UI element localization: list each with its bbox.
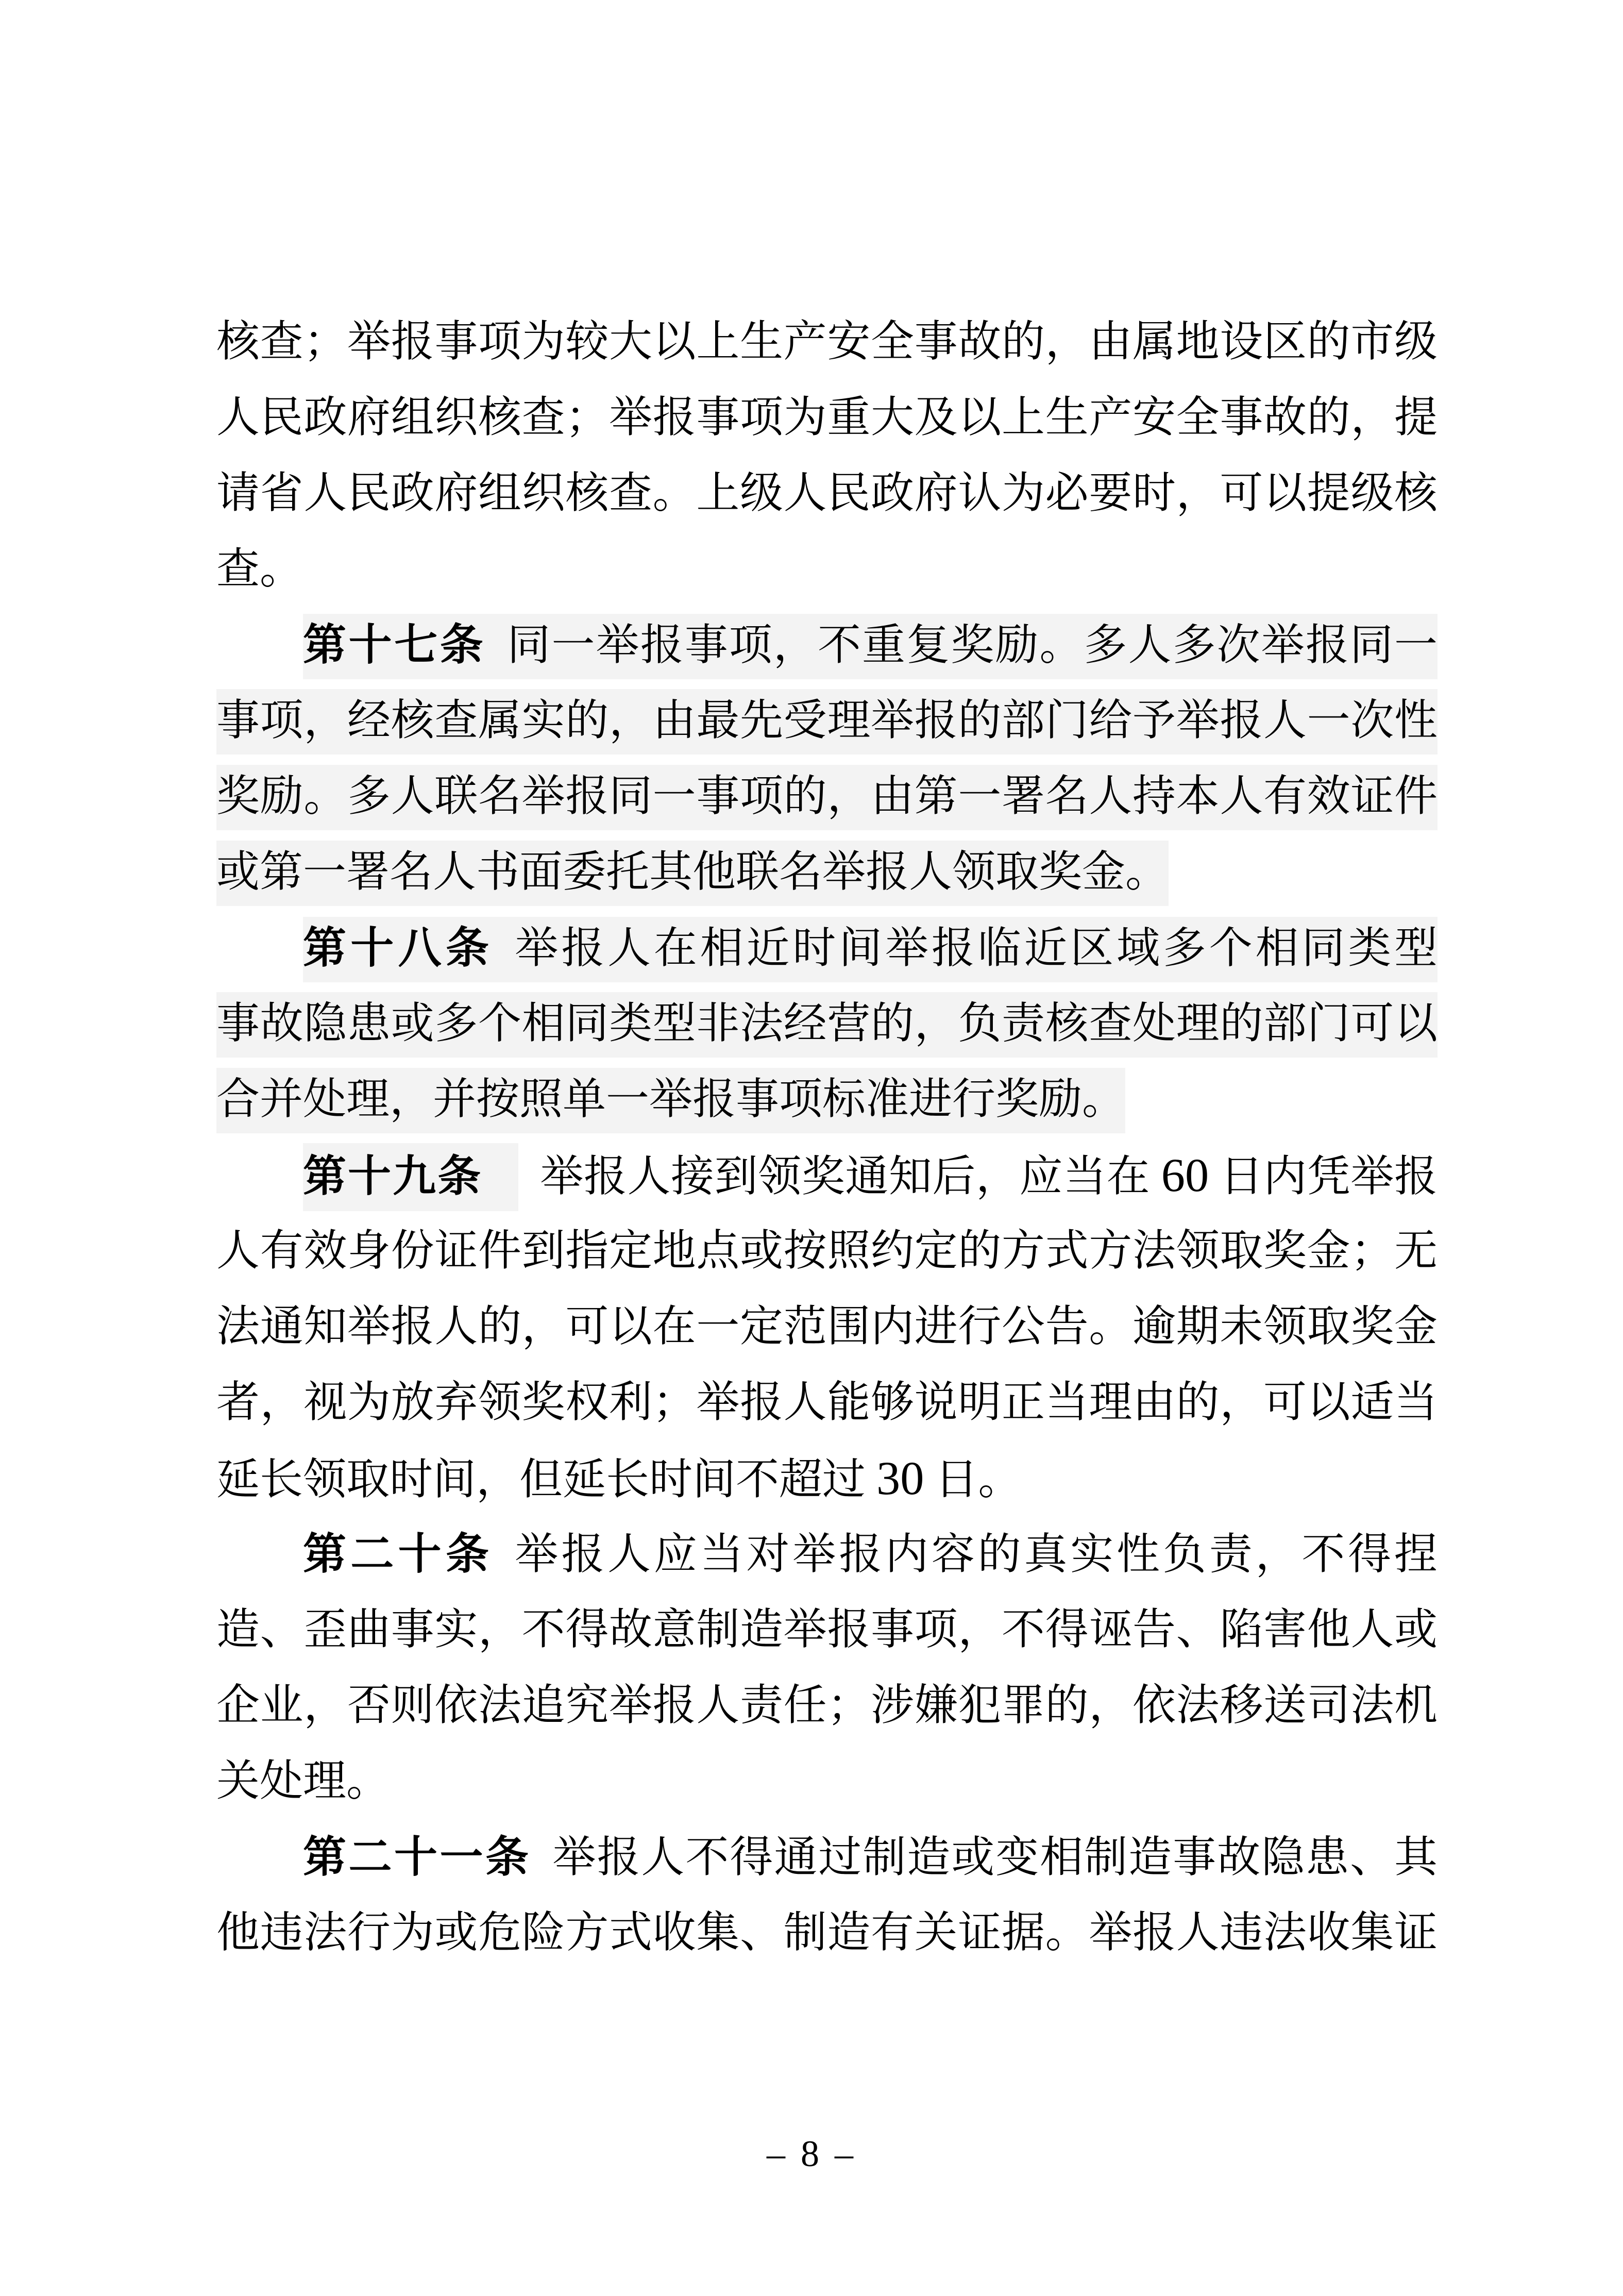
text-line xyxy=(216,1137,1438,1213)
line-content xyxy=(216,1909,1438,1957)
article-number-heading: 第十七条 xyxy=(303,619,486,670)
line-content xyxy=(216,1682,1438,1730)
line-highlight-band xyxy=(303,1149,1438,1201)
text-line xyxy=(216,834,1438,910)
article-number-heading: 第十九条 xyxy=(303,1143,518,1211)
numeral: 60 xyxy=(1161,1149,1209,1201)
line-text: 法通知举报人的，可以在一定范围内进行公告。逾期未领取奖金 xyxy=(216,1303,1438,1351)
article-number-heading: 第十八条 xyxy=(303,923,494,973)
text-line xyxy=(216,1365,1438,1440)
line-content xyxy=(216,1227,1438,1275)
line-text: 查。 xyxy=(216,545,303,593)
line-content xyxy=(303,1834,1438,1882)
text-line xyxy=(216,1213,1438,1289)
line-text: 人有效身份证件到指定地点或按照约定的方式方法领取奖金；无 xyxy=(216,1227,1438,1275)
line-text: 或第一署名人书面委托其他联名举报人领取奖金。 xyxy=(216,848,1169,896)
article-number-heading: 第二十一条 xyxy=(303,1832,531,1882)
line-highlight-band xyxy=(216,765,1438,830)
line-text: 事故隐患或多个相同类型非法经营的，负责核查处理的部门可以 xyxy=(216,1000,1438,1048)
line-text: 请省人民政府组织核查。上级人民政府认为必要时，可以提级核 xyxy=(216,470,1438,517)
text-block xyxy=(216,304,1438,1971)
line-content xyxy=(216,1303,1438,1351)
text-line xyxy=(216,1819,1438,1895)
line-highlight-band xyxy=(216,841,1169,906)
text-line xyxy=(216,759,1438,834)
text-line xyxy=(216,910,1438,986)
text-line xyxy=(216,1668,1438,1744)
page-number: – 8 – xyxy=(767,2133,856,2174)
line-text: 核查；举报事项为较大以上生产安全事故的，由属地设区的市级 xyxy=(216,318,1438,366)
text-line xyxy=(216,1289,1438,1365)
text-line xyxy=(216,683,1438,759)
text-line xyxy=(216,1744,1438,1819)
line-text: 举报人不得通过制造或变相制造事故隐患、其 xyxy=(552,1834,1438,1882)
line-text: 人民政府组织核查；举报事项为重大及以上生产安全事故的，提 xyxy=(216,394,1438,442)
line-text: 同一举报事项，不重复奖励。多人多次举报同一 xyxy=(507,622,1438,669)
line-text: 造、歪曲事实，不得故意制造举报事项，不得诬告、陷害他人或 xyxy=(216,1606,1438,1654)
text-line xyxy=(216,986,1438,1062)
article-number-heading: 第二十条 xyxy=(303,1529,494,1579)
line-text: 关处理。 xyxy=(216,1757,390,1805)
numeral: 30 xyxy=(876,1452,924,1504)
line-content xyxy=(303,1531,1438,1579)
text-line xyxy=(216,1062,1438,1137)
line-content xyxy=(216,1606,1438,1654)
line-highlight-band xyxy=(216,689,1438,755)
line-content xyxy=(216,1452,1022,1504)
text-line xyxy=(216,531,1438,607)
text-line xyxy=(216,456,1438,531)
line-text: 企业，否则依法追究举报人责任；涉嫌犯罪的，依法移送司法机 xyxy=(216,1682,1438,1730)
text-line xyxy=(216,1516,1438,1592)
line-content xyxy=(216,545,303,593)
line-text: 奖励。多人联名举报同一事项的，由第一署名人持本人有效证件 xyxy=(216,773,1438,820)
line-text: 举报人应当对举报内容的真实性负责，不得捏 xyxy=(515,1531,1438,1579)
line-highlight-band xyxy=(303,917,1438,982)
line-text: 举报人接到领奖通知后，应当在 60 日内凭举报 xyxy=(540,1149,1438,1201)
line-content xyxy=(216,470,1438,517)
line-text: 事项，经核查属实的，由最先受理举报的部门给予举报人一次性 xyxy=(216,697,1438,745)
line-text: 举报人在相近时间举报临近区域多个相同类型 xyxy=(515,925,1438,973)
text-line xyxy=(216,380,1438,456)
line-text: 他违法行为或危险方式收集、制造有关证据。举报人违法收集证 xyxy=(216,1909,1438,1957)
line-content xyxy=(216,1379,1438,1427)
text-line xyxy=(216,304,1438,380)
line-highlight-band xyxy=(216,992,1438,1058)
line-highlight-band xyxy=(216,1068,1125,1133)
line-text: 延长领取时间，但延长时间不超过 30 日。 xyxy=(216,1452,1022,1504)
line-highlight-band xyxy=(303,614,1438,679)
line-text: 合并处理，并按照单一举报事项标准进行奖励。 xyxy=(216,1076,1126,1124)
text-line xyxy=(216,1592,1438,1668)
line-content xyxy=(216,318,1438,366)
line-content xyxy=(216,1757,390,1805)
text-line xyxy=(216,1440,1438,1516)
line-text: 者，视为放弃领奖权利；举报人能够说明正当理由的，可以适当 xyxy=(216,1379,1438,1427)
line-content xyxy=(216,394,1438,442)
text-line xyxy=(216,607,1438,683)
text-line xyxy=(216,1895,1438,1971)
